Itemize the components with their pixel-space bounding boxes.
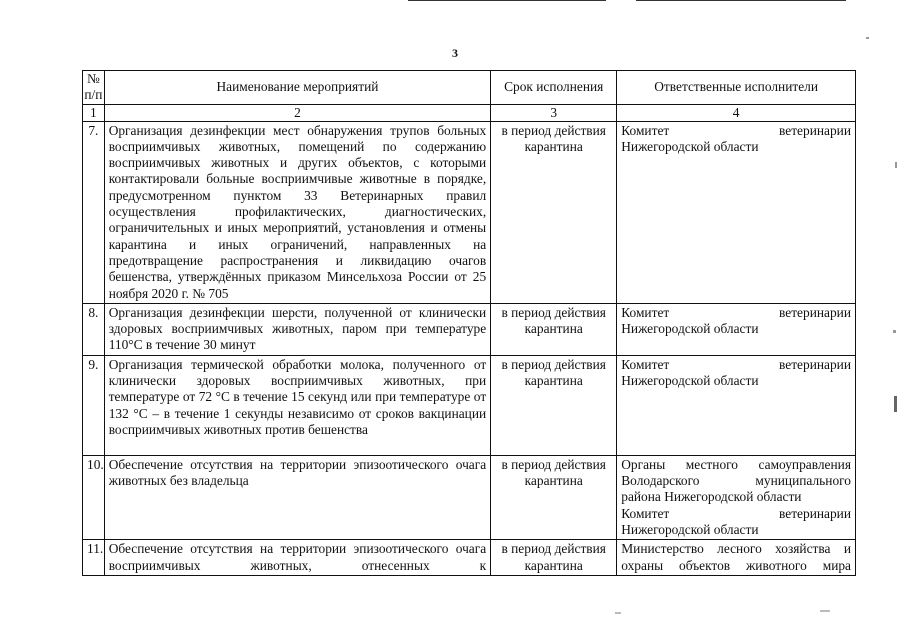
deadline: в период действия карантина (491, 455, 617, 539)
page-number: 3 (452, 46, 458, 60)
measure-name: Организация дезинфекции шерсти, полученной от клинически здоровых восприимчивых животных, паром при температуре 110°С в течение 30 минут (104, 303, 491, 355)
table-row (83, 355, 856, 455)
measures-table (82, 70, 856, 576)
responsible-line: Министерство лесного хозяйства и (621, 541, 851, 557)
table-header-row (83, 71, 856, 105)
index-cell: 3 (491, 104, 617, 121)
responsible-line: Комитет ветеринарии (621, 304, 851, 320)
responsible-line: Нижегородской области (621, 138, 759, 154)
responsible-line: Комитет ветеринарии (621, 505, 851, 521)
header-name: Наименование мероприятий (104, 71, 491, 105)
header-number: № п/п (84, 71, 103, 103)
responsible-line: Органы местного самоуправления (621, 456, 851, 472)
responsible (617, 455, 856, 539)
row-number: 11. (83, 540, 105, 576)
deadline: в период действия карантина (491, 540, 617, 576)
row-number: 8. (83, 303, 105, 355)
scan-edge-line (636, 0, 846, 1)
index-cell: 4 (617, 104, 856, 121)
table-row (83, 540, 856, 576)
responsible-line: Комитет ветеринарии (621, 122, 851, 138)
scan-noise (893, 330, 896, 333)
responsible-line: Володарского муниципального (621, 473, 851, 489)
responsible-line: Нижегородской области (621, 521, 759, 537)
table-row (83, 303, 856, 355)
responsible (617, 121, 856, 303)
header-term: Срок исполнения (491, 71, 617, 105)
measure-name (104, 540, 491, 576)
measure-name: Организация дезинфекции мест обнаружения трупов больных восприимчивых животных, помещений по содержанию восприимчивых животных и других объектов, с которыми контактировали больные восприимчивые животные в порядке, предусмотренном пунктом 33 Ветеринарных правил осуществления профилактических, диагностических, ограничительных и иных мероприятий, установления и отмены карантина и иных ограничений, направленных на предотвращение распространения и ликвидацию очагов бешенства, утверждённых приказом Минсельхоза России от 25 ноября 2020 г. № 705 (104, 121, 491, 303)
responsible-line: района Нижегородской области (621, 489, 802, 505)
responsible-line: Комитет ветеринарии (621, 356, 851, 372)
responsible (617, 303, 856, 355)
row-number: 10. (83, 455, 105, 539)
row-number: 9. (83, 355, 105, 455)
index-cell: 2 (104, 104, 491, 121)
scan-noise (895, 162, 897, 168)
measure-name-text: Обеспечение отсутствия на территории эпизоотического очага восприимчивых животных, отнесенных к (108, 541, 487, 573)
row-number: 7. (83, 121, 105, 303)
table-row (83, 455, 856, 539)
scan-noise (820, 610, 830, 612)
deadline: в период действия карантина (491, 303, 617, 355)
table-row (83, 121, 856, 303)
deadline: в период действия карантина (491, 355, 617, 455)
scan-noise (894, 396, 897, 412)
index-cell: 1 (83, 104, 105, 121)
header-responsible: Ответственные исполнители (617, 71, 856, 105)
responsible (617, 355, 856, 455)
scan-edge-line (408, 0, 606, 1)
scan-noise (866, 37, 869, 39)
responsible (617, 540, 856, 576)
column-index-row (83, 104, 856, 121)
measure-name: Обеспечение отсутствия на территории эпизоотического очага животных без владельца (104, 455, 491, 539)
measure-name: Организация термической обработки молока, полученного от клинически здоровых восприимчивых животных, при температуре от 72 °С в течение 15 секунд или при температуре от 132 °С – в течение 1 секунды независимо от сроков вакцинации восприимчивых животных против бешенства (104, 355, 491, 455)
deadline: в период действия карантина (491, 121, 617, 303)
responsible-line: Нижегородской области (621, 373, 759, 389)
responsible-line: Нижегородской области (621, 321, 759, 337)
scan-noise (615, 612, 621, 614)
responsible-line: охраны объектов животного мира (621, 557, 851, 573)
